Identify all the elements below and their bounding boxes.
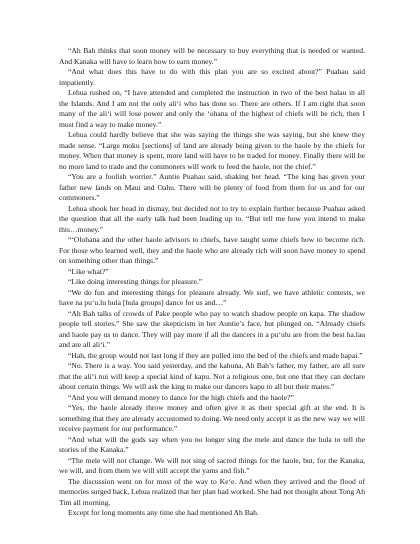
- paragraph: “And you will demand money to dance for the high chiefs and the haole?”: [68, 392, 294, 402]
- paragraph: “You are a foolish worrier.” Auntie Puahau said, shaking her head. “The king has given your father new lands on Maui and Oahu. There will be plenty of food from them for us and for our commoners.”: [59, 172, 365, 202]
- document-page: [59, 46, 365, 519]
- paragraph: Lehua rushed on, “I have attended and completed the instruction in two of the best halau in all the Islands. And I am not the only ali‘i who has done so. There are others. If I am right that soon many of the ali‘i will lose power and only the ‘ohana of the highest of chiefs will be rich, then I must find a way to make money.”: [59, 88, 365, 129]
- paragraph: “And what will the gods say when you no longer sing the mele and dance the hula to tell the stories of the Kanaka.”: [59, 434, 365, 454]
- paragraph: “We do fun and interesting things for pleasure already. We surf, we have athletic contests, we have na pu‘u.lu hula [hula groups] dance for us and…”: [59, 287, 365, 307]
- paragraph: “‘Olohana and the other haole advisors to chiefs, have taught some chiefs how to become rich. For those who learned well, they and the haole who are already rich will soon have money to spend on something other than things.”: [59, 235, 365, 265]
- paragraph: “Hah, the group would not last long if they are pulled into the bed of the chiefs and made hapai.”: [68, 350, 363, 360]
- paragraph: “Like what?”: [68, 266, 109, 276]
- paragraph: Lehua shook her head in dismay, but decided not to try to explain further because Puahau asked the question that all the early talk had been leading up to. “But tell me how you intend to make this…money.”: [59, 203, 365, 234]
- paragraph: Except for long moments any time she had mentioned Ah Bah.: [68, 508, 259, 517]
- paragraph: “Ah Bah thinks that soon money will be necessary to buy everything that is needed or wanted. And Kanaka will have to learn how to earn money.”: [59, 46, 365, 66]
- paragraph: “The mele will not change. We will not sing of sacred things for the haole, but, for the Kanaka, we will, and from them we will still accept the yams and fish.”: [59, 455, 365, 475]
- paragraph: “No. There is a way. You said yesterday, and the kahuna, Ah Bah’s father, my father, are all sure that the ali‘i nui will keep a special kind of kapu. Not a religious one, but one that they can declare about certain things. We will ask the king to make our dancers kapu to all but their mates.”: [59, 361, 365, 391]
- paragraph: Lehua could hardly believe that she was saying the things she was saying, but she knew they made sense. “Large moku [sections] of land are already being given to the haole by the chiefs for money. When that money is spent, more land will have to be traded for money. Finally there will be no more land to trade and the commoners will work to feed the haole, not the chief.”: [59, 130, 365, 171]
- paragraph: “Ah Bah talks of crowds of Pake people who pay to watch shadow people on kapa. The shadow people tell stories.” She saw the skepticism in her Auntie’s face, but plunged on. “Already chiefs and haole pay us to dance. They will pay more if all the dancers in a pu‘ulu are from the best ha.lau and are all ali‘i.”: [59, 308, 365, 349]
- paragraph: “And what does this have to do with this plan you are so excited about?” Puahau said impatiently.: [59, 67, 365, 87]
- paragraph: “Like doing interesting things for pleasure.”: [68, 277, 203, 286]
- paragraph: The discussion went on for most of the way to Ke‘e. And when they arrived and the flood of memories surged back, Lehua realized that her plan had worked. She had not thought about Tong Ah Tim all morning.: [59, 476, 365, 507]
- paragraph: “Yes, the haole already throw money and often give it as their special gift at the end. It is something that they are already accustomed to doing. We need only accept it as the new way we will receive payment for our performance.”: [59, 403, 365, 433]
